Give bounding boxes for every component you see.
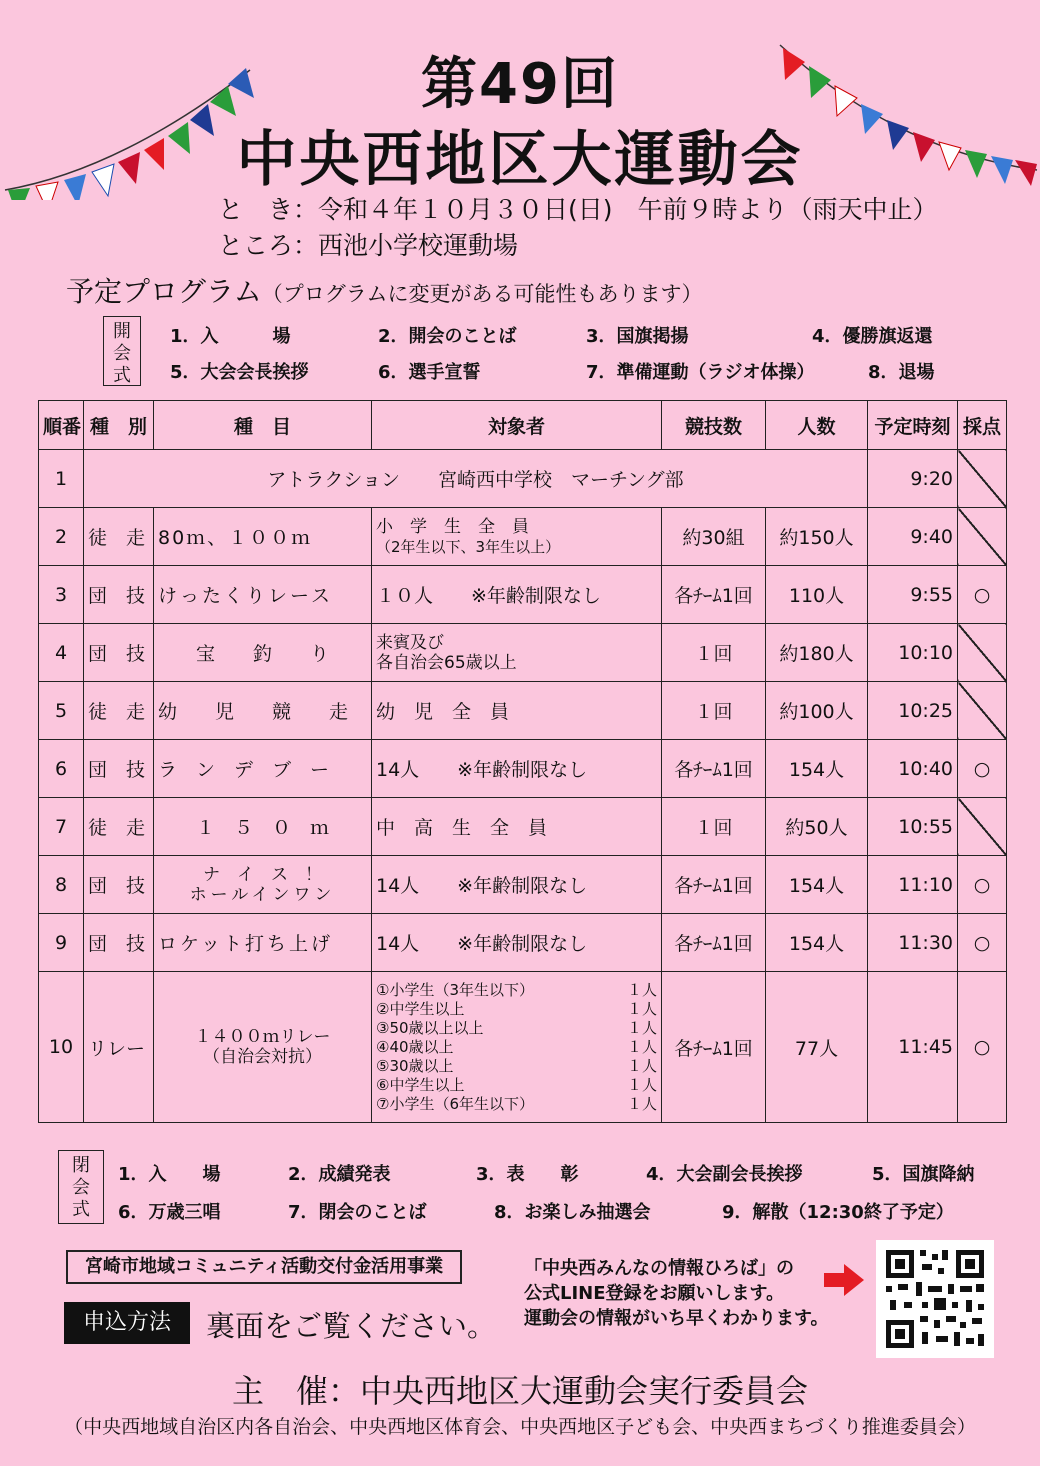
cell-event: ラ ン デ ブ ー	[154, 740, 372, 798]
relay-leg-who: ⑦小学生（6年生以下）	[376, 1094, 534, 1113]
cell-type: 徒 走	[84, 682, 154, 740]
cell-event: けったくりレース	[154, 566, 372, 624]
program-note: （プログラムに変更がある可能性もあります）	[261, 282, 703, 306]
table-row	[39, 508, 1007, 566]
cell-time: 9:40	[868, 508, 958, 566]
cell-score-none	[958, 682, 1007, 740]
relay-leg	[376, 1057, 657, 1076]
cell-people: 154人	[766, 740, 868, 798]
col-header-score: 採点	[958, 401, 1007, 450]
cell-order: 3	[39, 566, 84, 624]
cell-score: ○	[958, 914, 1007, 972]
col-header-target: 対象者	[372, 401, 662, 450]
relay-legs-list	[376, 981, 657, 1114]
closing-item: 4．大会副会長挨拶	[646, 1164, 803, 1185]
cell-target	[372, 508, 662, 566]
cell-count: 各ﾁｰﾑ1回	[662, 972, 766, 1123]
cell-event: １ ５ ０ ｍ	[154, 798, 372, 856]
cell-people: 154人	[766, 856, 868, 914]
cell-order: 4	[39, 624, 84, 682]
cell-score: ○	[958, 856, 1007, 914]
cell-type: 団 技	[84, 856, 154, 914]
cell-count: 各ﾁｰﾑ1回	[662, 566, 766, 624]
line-msg-line: 運動会の情報がいち早くわかります。	[524, 1308, 829, 1329]
table-row-relay	[39, 972, 1007, 1123]
cell-target: 14人 ※年齢制限なし	[372, 914, 662, 972]
cell-attraction: アトラクション 宮崎西中学校 マーチング部	[84, 450, 868, 508]
cell-type: 徒 走	[84, 798, 154, 856]
opening-ceremony-label-text: 開会式	[113, 321, 131, 386]
relay-leg	[376, 1000, 657, 1019]
cell-target: 幼 児 全 員	[372, 682, 662, 740]
program-table	[38, 400, 1007, 1123]
event-date: と き：令和４年１０月３０日(日) 午前９時より（雨天中止）	[218, 195, 938, 224]
cell-order: 8	[39, 856, 84, 914]
cell-order: 7	[39, 798, 84, 856]
event-number-title: 第49回	[421, 52, 619, 117]
opening-item: 6．選手宣誓	[378, 362, 481, 383]
cell-count: 各ﾁｰﾑ1回	[662, 740, 766, 798]
target-main: 来賓及び	[376, 632, 444, 653]
relay-leg-n: １人	[626, 1018, 657, 1037]
cell-time: 10:40	[868, 740, 958, 798]
event-sub: （自治会対抗）	[203, 1047, 322, 1067]
closing-item: 5．国旗降納	[872, 1164, 975, 1185]
col-header-count: 競技数	[662, 401, 766, 450]
program-heading-text: 予定プログラム	[66, 275, 262, 308]
program-heading	[66, 270, 703, 310]
cell-event	[154, 972, 372, 1123]
closing-ceremony-label	[58, 1150, 104, 1224]
cell-score: ○	[958, 566, 1007, 624]
cell-count: １回	[662, 682, 766, 740]
cell-count: １回	[662, 798, 766, 856]
opening-item: 1．入 場	[170, 326, 291, 347]
cell-score: ○	[958, 972, 1007, 1123]
relay-leg-n: １人	[626, 999, 657, 1018]
cell-time: 10:55	[868, 798, 958, 856]
cell-order: 10	[39, 972, 84, 1123]
cell-type: 団 技	[84, 624, 154, 682]
cell-time: 10:10	[868, 624, 958, 682]
event-main: １４００ｍリレー	[194, 1027, 331, 1047]
cell-time: 9:20	[868, 450, 958, 508]
relay-leg-n: １人	[626, 1056, 657, 1075]
closing-item: 6．万歳三唱	[118, 1202, 221, 1223]
cell-event	[154, 856, 372, 914]
cell-type: 団 技	[84, 740, 154, 798]
cell-event: ロケット打ち上げ	[154, 914, 372, 972]
closing-item: 8．お楽しみ抽選会	[494, 1202, 651, 1223]
cell-event: 幼 児 競 走	[154, 682, 372, 740]
relay-leg-who: ③50歳以上以上	[376, 1018, 484, 1037]
event-main: ナ イ ス ！	[203, 864, 322, 885]
opening-item: 2．開会のことば	[378, 326, 517, 347]
cell-people: 約100人	[766, 682, 868, 740]
target-sub: （2年生以下、3年生以上）	[376, 537, 561, 556]
table-row	[39, 450, 1007, 508]
opening-item: 8．退場	[868, 362, 935, 383]
cell-order: 1	[39, 450, 84, 508]
line-registration-message	[524, 1256, 829, 1331]
cell-people: 約50人	[766, 798, 868, 856]
opening-ceremony-label	[103, 316, 141, 386]
event-sub: ホールインワン	[189, 884, 336, 905]
cell-score-none	[958, 450, 1007, 508]
col-header-order: 順番	[39, 401, 84, 450]
cell-time: 11:45	[868, 972, 958, 1123]
table-row	[39, 856, 1007, 914]
cell-target: 中 高 生 全 員	[372, 798, 662, 856]
apply-method-badge: 申込方法	[64, 1302, 190, 1344]
line-msg-line: 「中央西みんなの情報ひろば」の	[524, 1258, 794, 1279]
opening-item: 7．準備運動（ラジオ体操）	[586, 362, 815, 383]
closing-item: 3．表 彰	[476, 1164, 579, 1185]
table-row	[39, 566, 1007, 624]
apply-method-text: 裏面をご覧ください。	[206, 1309, 497, 1343]
relay-leg-who: ④40歳以上	[376, 1037, 454, 1056]
table-row	[39, 798, 1007, 856]
cell-score-none	[958, 798, 1007, 856]
table-header-row	[39, 401, 1007, 450]
relay-leg-who: ①小学生（3年生以下）	[376, 980, 534, 999]
cell-target	[372, 624, 662, 682]
relay-leg-n: １人	[626, 980, 657, 999]
closing-item: 1．入 場	[118, 1164, 221, 1185]
relay-leg	[376, 981, 657, 1000]
cell-target: １０人 ※年齢制限なし	[372, 566, 662, 624]
cell-count: 各ﾁｰﾑ1回	[662, 856, 766, 914]
relay-leg-n: １人	[626, 1075, 657, 1094]
event-title: 中央西地区大運動会	[236, 125, 804, 195]
table-row	[39, 914, 1007, 972]
col-header-people: 人数	[766, 401, 868, 450]
relay-leg	[376, 1038, 657, 1057]
cell-count: 約30組	[662, 508, 766, 566]
grant-notice: 宮崎市地域コミュニティ活動交付金活用事業	[66, 1250, 462, 1284]
cell-score-none	[958, 624, 1007, 682]
col-header-type: 種 別	[84, 401, 154, 450]
cell-target: 14人 ※年齢制限なし	[372, 740, 662, 798]
cell-people: 77人	[766, 972, 868, 1123]
cell-order: 5	[39, 682, 84, 740]
cell-people: 約150人	[766, 508, 868, 566]
target-sub: 各自治会65歳以上	[376, 652, 517, 673]
arrow-right-icon	[822, 1262, 866, 1298]
opening-item: 4．優勝旗返還	[812, 326, 933, 347]
relay-leg-n: １人	[626, 1094, 657, 1113]
cell-people: 154人	[766, 914, 868, 972]
closing-item: 2．成績発表	[288, 1164, 391, 1185]
cell-relay-legs	[372, 972, 662, 1123]
table-row	[39, 682, 1007, 740]
cell-type: 団 技	[84, 566, 154, 624]
relay-leg	[376, 1076, 657, 1095]
cell-people: 約180人	[766, 624, 868, 682]
host-organizations: （中央西地域自治区内各自治会、中央西地区体育会、中央西地区子ども会、中央西まちづくり推進委員会）	[64, 1416, 976, 1438]
relay-leg-who: ⑥中学生以上	[376, 1075, 465, 1094]
relay-leg	[376, 1095, 657, 1114]
host-organizer: 主 催：中央西地区大運動会実行委員会	[231, 1372, 808, 1410]
col-header-event: 種 目	[154, 401, 372, 450]
cell-count: 各ﾁｰﾑ1回	[662, 914, 766, 972]
closing-item: 7．閉会のことば	[288, 1202, 427, 1223]
qr-code-graphic	[876, 1240, 994, 1358]
event-place: ところ：西池小学校運動場	[218, 231, 519, 260]
cell-type: リレー	[84, 972, 154, 1123]
relay-leg-who: ⑤30歳以上	[376, 1056, 454, 1075]
opening-item: 3．国旗掲揚	[586, 326, 689, 347]
cell-people: 110人	[766, 566, 868, 624]
cell-type: 徒 走	[84, 508, 154, 566]
cell-time: 11:10	[868, 856, 958, 914]
closing-ceremony-label-text: 閉会式	[72, 1155, 90, 1220]
qr-code-icon[interactable]	[876, 1240, 994, 1358]
table-row	[39, 624, 1007, 682]
cell-order: 9	[39, 914, 84, 972]
cell-event: 80ｍ、１００ｍ	[154, 508, 372, 566]
relay-leg	[376, 1019, 657, 1038]
line-msg-line: 公式LINE登録をお願いします。	[524, 1283, 785, 1304]
relay-leg-who: ②中学生以上	[376, 999, 465, 1018]
cell-order: 2	[39, 508, 84, 566]
opening-item: 5．大会会長挨拶	[170, 362, 309, 383]
cell-score-none	[958, 508, 1007, 566]
cell-target: 14人 ※年齢制限なし	[372, 856, 662, 914]
cell-type: 団 技	[84, 914, 154, 972]
cell-time: 10:25	[868, 682, 958, 740]
cell-order: 6	[39, 740, 84, 798]
col-header-time: 予定時刻	[868, 401, 958, 450]
cell-count: １回	[662, 624, 766, 682]
cell-event: 宝 釣 り	[154, 624, 372, 682]
cell-score: ○	[958, 740, 1007, 798]
cell-time: 9:55	[868, 566, 958, 624]
relay-leg-n: １人	[626, 1037, 657, 1056]
table-row	[39, 740, 1007, 798]
target-main: 小 学 生 全 員	[376, 516, 529, 537]
cell-time: 11:30	[868, 914, 958, 972]
closing-item: 9．解散（12:30終了予定）	[722, 1202, 954, 1223]
